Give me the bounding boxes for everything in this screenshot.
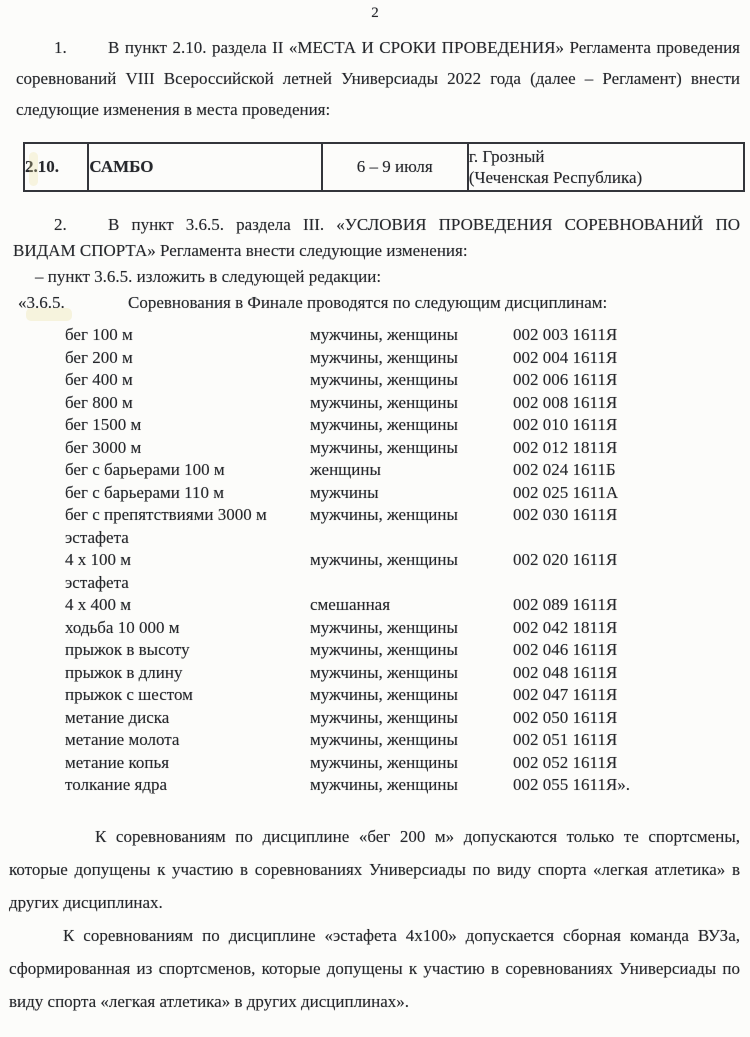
discipline-code: 002 051 1611Я	[513, 730, 618, 749]
discipline-gender: мужчины, женщины	[310, 640, 458, 659]
discipline-code: 002 020 1611Я	[513, 550, 618, 569]
note-paragraph: К соревнованиям по дисциплине «бег 200 м» допускаются только те спортсмены, которые допущены к участию в соревнованиях Универсиады по виду спорта «легкая атлетика» в других дисциплинах.	[9, 826, 740, 912]
discipline-row	[65, 594, 750, 617]
section-1-number: 1.	[54, 38, 67, 57]
discipline-row	[65, 729, 750, 752]
discipline-row	[65, 392, 750, 415]
discipline-gender: мужчины, женщины	[310, 505, 458, 524]
discipline-row	[65, 504, 750, 527]
venue-clause-cell: 2.10.	[24, 143, 88, 191]
discipline-name: 4 х 100 м	[65, 550, 132, 569]
discipline-row	[65, 414, 750, 437]
venue-city: г. Грозный	[468, 147, 545, 166]
venue-table	[23, 142, 745, 192]
discipline-code: 002 030 1611Я	[513, 505, 618, 524]
discipline-gender: мужчины, женщины	[310, 347, 458, 367]
discipline-name: прыжок в высоту	[65, 640, 190, 659]
discipline-name: прыжок в длину	[65, 662, 183, 682]
discipline-code: 002 047 1611Я	[513, 685, 618, 704]
disciplines-list	[65, 324, 750, 797]
discipline-gender: смешанная	[310, 595, 391, 614]
discipline-code: 002 006 1611Я	[513, 370, 618, 389]
discipline-gender: мужчины, женщины	[310, 662, 458, 682]
discipline-code: 002 042 1811Я	[513, 617, 618, 637]
discipline-gender: мужчины, женщины	[310, 685, 458, 704]
discipline-name: прыжок с шестом	[65, 685, 193, 704]
clause-text: Соревнования в Финале проводятся по следующим дисциплинам:	[128, 293, 608, 312]
discipline-code: 002 025 1611А	[513, 482, 619, 502]
discipline-code: 002 024 1611Б	[513, 460, 616, 479]
discipline-code: 002 050 1611Я	[513, 707, 618, 727]
discipline-gender: мужчины	[310, 482, 379, 502]
discipline-gender: женщины	[310, 460, 381, 479]
discipline-row	[65, 662, 750, 685]
section-2-amendment-line: – пункт 3.6.5. изложить в следующей редакции:	[35, 267, 382, 286]
venue-dates-cell: 6 – 9 июля	[322, 143, 468, 191]
note-paragraph: К соревнованиям по дисциплине «эстафета 4х100» допускается сборная команда ВУЗа, сформированная из спортсменов, которые допущены к участию в соревнованиях Универсиады по виду спорта «легкая атлетика» в других дисциплинах».	[9, 925, 740, 1011]
discipline-name: эстафета	[65, 572, 129, 592]
section-2-paragraph	[13, 212, 740, 264]
discipline-row	[65, 752, 750, 775]
discipline-name: толкание ядра	[65, 775, 168, 794]
discipline-gender: мужчины, женщины	[310, 707, 458, 727]
discipline-name: бег 800 м	[65, 392, 133, 412]
discipline-row	[65, 437, 750, 460]
discipline-name: бег 3000 м	[65, 437, 142, 457]
clause-number: «3.6.5.	[18, 293, 65, 312]
discipline-row	[65, 774, 750, 797]
clause-3-6-5-line	[18, 290, 750, 316]
discipline-name: 4 х 400 м	[65, 595, 132, 614]
discipline-gender: мужчины, женщины	[310, 325, 458, 344]
section-1-text: В пункт 2.10. раздела II «МЕСТА И СРОКИ ПРОВЕДЕНИЯ» Регламента проведения соревнований VIII Всероссийской летней Универсиады 2022 года (далее – Регламент) внести следующие изменения в места проведения:	[16, 38, 740, 119]
discipline-row	[65, 369, 750, 392]
discipline-row	[65, 527, 750, 550]
discipline-code: 002 089 1611Я	[513, 595, 618, 614]
discipline-gender: мужчины, женщины	[310, 730, 458, 749]
discipline-code: 002 012 1811Я	[513, 437, 618, 457]
discipline-code: 002 004 1611Я	[513, 347, 618, 367]
discipline-row	[65, 347, 750, 370]
discipline-gender: мужчины, женщины	[310, 775, 458, 794]
discipline-name: эстафета	[65, 527, 129, 547]
discipline-code: 002 046 1611Я	[513, 640, 618, 659]
discipline-name: бег 400 м	[65, 370, 133, 389]
page-number: 2	[371, 5, 379, 21]
discipline-name: метание молота	[65, 730, 180, 749]
discipline-gender: мужчины, женщины	[310, 392, 458, 412]
venue-region: (Чеченская Республика)	[468, 168, 643, 187]
discipline-row	[65, 639, 750, 662]
discipline-row	[65, 617, 750, 640]
discipline-code: 002 055 1611Я».	[513, 775, 630, 794]
discipline-row	[65, 324, 750, 347]
venue-location-cell	[468, 143, 744, 191]
venue-sport-cell: САМБО	[88, 143, 321, 191]
discipline-name: бег 100 м	[65, 325, 133, 344]
discipline-name: бег 200 м	[65, 347, 133, 367]
discipline-gender: мужчины, женщины	[310, 415, 458, 434]
discipline-row	[65, 707, 750, 730]
section-2-text: В пункт 3.6.5. раздела III. «УСЛОВИЯ ПРОВЕДЕНИЯ СОРЕВНОВАНИЙ ПО ВИДАМ СПОРТА» Регламента внести следующие изменения:	[13, 215, 740, 260]
discipline-name: метание копья	[65, 752, 170, 772]
discipline-row	[65, 459, 750, 482]
discipline-gender: мужчины, женщины	[310, 437, 458, 457]
discipline-gender: мужчины, женщины	[310, 752, 458, 772]
venue-table-row	[24, 143, 744, 191]
discipline-row	[65, 572, 750, 595]
discipline-code: 002 048 1611Я	[513, 662, 618, 682]
discipline-name: ходьба 10 000 м	[65, 617, 180, 637]
discipline-name: метание диска	[65, 707, 170, 727]
section-1-paragraph	[16, 32, 740, 125]
discipline-name: бег с барьерами 100 м	[65, 460, 225, 479]
discipline-code: 002 008 1611Я	[513, 392, 618, 412]
discipline-row	[65, 549, 750, 572]
notes	[9, 820, 740, 1018]
discipline-gender: мужчины, женщины	[310, 550, 458, 569]
discipline-code: 002 010 1611Я	[513, 415, 618, 434]
discipline-name: бег 1500 м	[65, 415, 142, 434]
discipline-gender: мужчины, женщины	[310, 617, 458, 637]
discipline-code: 002 052 1611Я	[513, 752, 618, 772]
discipline-row	[65, 684, 750, 707]
discipline-row	[65, 482, 750, 505]
section-2-number: 2.	[54, 215, 67, 234]
discipline-code: 002 003 1611Я	[513, 325, 618, 344]
discipline-gender: мужчины, женщины	[310, 370, 458, 389]
discipline-name: бег с барьерами 110 м	[65, 482, 225, 502]
discipline-name: бег с препятствиями 3000 м	[65, 505, 267, 524]
